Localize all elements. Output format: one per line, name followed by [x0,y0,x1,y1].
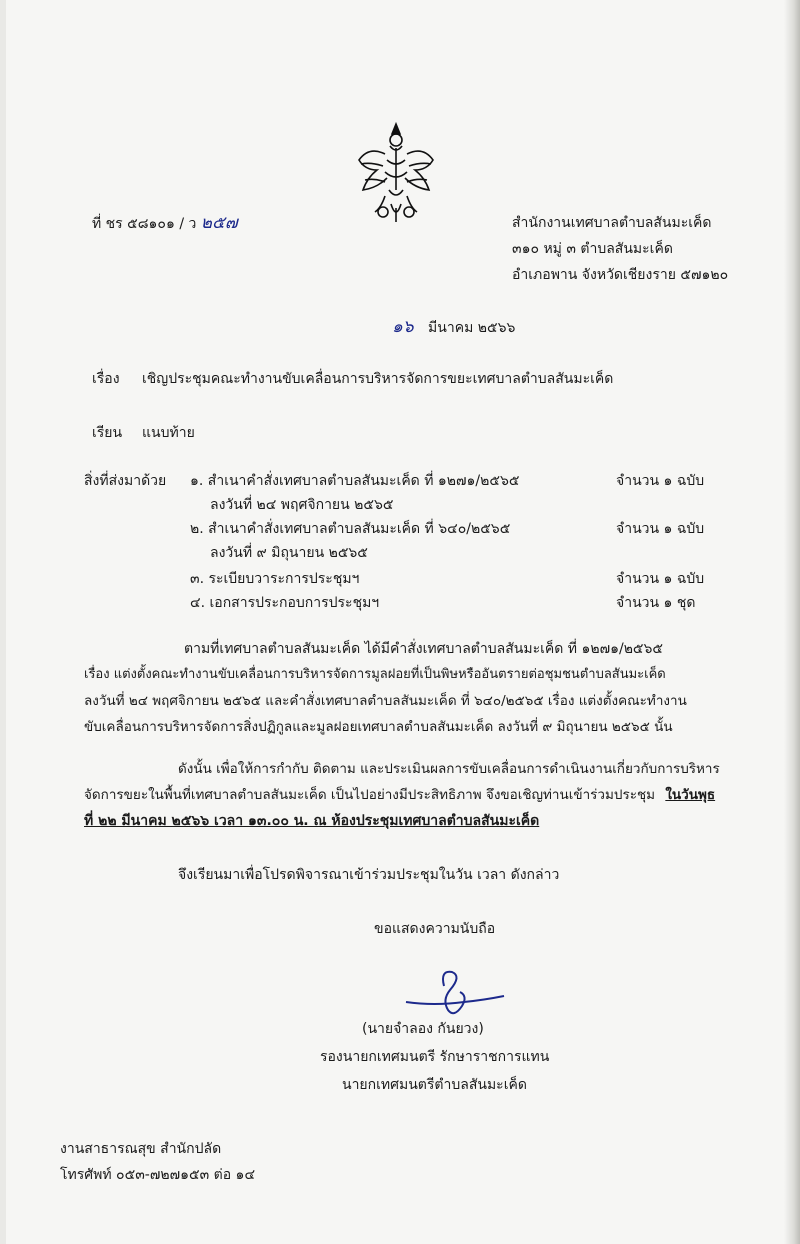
signatory-position-2: นายกเทศมนตรีตำบลสันมะเค็ด [342,1077,527,1093]
body-paragraph-2-line2 [84,786,715,804]
signatory-position-1: รองนายกเทศมนตรี รักษาราชการแทน [320,1049,550,1065]
signatory-name: (นายจำลอง กันยวง) [362,1021,484,1037]
date-month-year: มีนาคม ๒๕๖๖ [428,320,516,336]
meeting-date-time-place-underlined: ที่ ๒๒ มีนาคม ๒๕๖๖ เวลา ๑๓.๐๐ น. ณ ห้องประชุมเทศบาลตำบลสันมะเค็ด [84,813,540,829]
reference-prefix: ที่ ชร ๕๘๑๐๑ / ว [92,216,197,232]
closing-regards: ขอแสดงความนับถือ [374,921,496,937]
office-address-line1: ๓๑๐ หมู่ ๓ ตำบลสันมะเค็ด [512,241,673,257]
date-day-handwritten: ๑๖ [392,317,414,337]
body-paragraph-1-line3: ลงวันที่ ๒๔ พฤศจิกายน ๒๕๖๕ และคำสั่งเทศบาลตำบลสันมะเค็ด ที่ ๖๔๐/๒๕๖๕ เรื่อง แต่งตั้งคณะทำงาน [84,693,687,709]
enclosure-item-2-line1: ๒. สำเนาคำสั่งเทศบาลตำบลสันมะเค็ด ที่ ๖๔๐/๒๕๖๕ [190,521,511,537]
office-name: สำนักงานเทศบาลตำบลสันมะเค็ด [512,215,712,231]
enclosure-item-4-qty: จำนวน ๑ ชุด [616,595,696,611]
letter-date [392,318,515,337]
footer-phone: โทรศัพท์ ๐๕๓-๗๒๗๑๕๓ ต่อ ๑๔ [60,1167,256,1183]
enclosure-item-1-line2: ลงวันที่ ๒๔ พฤศจิกายน ๒๕๖๕ [210,497,394,513]
enclosure-item-2-qty: จำนวน ๑ ฉบับ [616,521,705,537]
meeting-day-underlined: ในวันพุธ [665,787,716,803]
body-paragraph-3: จึงเรียนมาเพื่อโปรดพิจารณาเข้าร่วมประชุมในวัน เวลา ดังกล่าว [178,867,560,883]
office-address-line2: อำเภอพาน จังหวัดเชียงราย ๕๗๑๒๐ [512,267,729,283]
enclosure-item-3-line1: ๓. ระเบียบวาระการประชุมฯ [190,571,360,587]
garuda-emblem-icon [355,120,437,224]
body-paragraph-1-line4: ขับเคลื่อนการบริหารจัดการสิ่งปฏิกูลและมูลฝอยเทศบาลตำบลสันมะเค็ด ลงวันที่ ๙ มิถุนายน ๒๕๖๕ นั้น [84,719,673,735]
page-left-edge [0,0,6,1244]
page-right-edge [784,0,800,1244]
reference-handwritten-number: ๒๕๗ [200,213,238,233]
enclosure-item-1-line1: ๑. สำเนาคำสั่งเทศบาลตำบลสันมะเค็ด ที่ ๑๒๗๑/๒๕๖๕ [190,473,520,489]
subject-text: เชิญประชุมคณะทำงานขับเคลื่อนการบริหารจัดการขยะเทศบาลตำบลสันมะเค็ด [142,371,614,387]
footer-department: งานสาธารณสุข สำนักปลัด [60,1141,222,1157]
enclosure-item-4-line1: ๔. เอกสารประกอบการประชุมฯ [190,595,380,611]
to-text: แนบท้าย [142,425,195,441]
body-paragraph-1-line1: ตามที่เทศบาลตำบลสันมะเค็ด ได้มีคำสั่งเทศบาลตำบลสันมะเค็ด ที่ ๑๒๗๑/๒๕๖๕ [184,641,664,657]
enclosure-item-3-qty: จำนวน ๑ ฉบับ [616,571,705,587]
body-paragraph-2-line2-text: จัดการขยะในพื้นที่เทศบาลตำบลสันมะเค็ด เป็นไปอย่างมีประสิทธิภาพ จึงขอเชิญท่านเข้าร่วมประชุม [84,787,656,803]
handwritten-signature-icon [404,966,514,1028]
subject-label: เรื่อง [92,371,120,387]
body-paragraph-1-line2: เรื่อง แต่งตั้งคณะทำงานขับเคลื่อนการบริหารจัดการมูลฝอยที่เป็นพิษหรืออันตรายต่อชุมชนตำบลสันมะเค็ด [84,667,666,682]
enclosures-label: สิ่งที่ส่งมาด้วย [84,473,167,489]
to-label: เรียน [92,425,123,441]
enclosure-item-1-qty: จำนวน ๑ ฉบับ [616,473,705,489]
reference-number [92,214,238,233]
body-paragraph-2-line1: ดังนั้น เพื่อให้การกำกับ ติดตาม และประเมินผลการขับเคลื่อนการดำเนินงานเกี่ยวกับการบริหาร [178,761,720,777]
enclosure-item-2-line2: ลงวันที่ ๙ มิถุนายน ๒๕๖๕ [210,545,368,561]
